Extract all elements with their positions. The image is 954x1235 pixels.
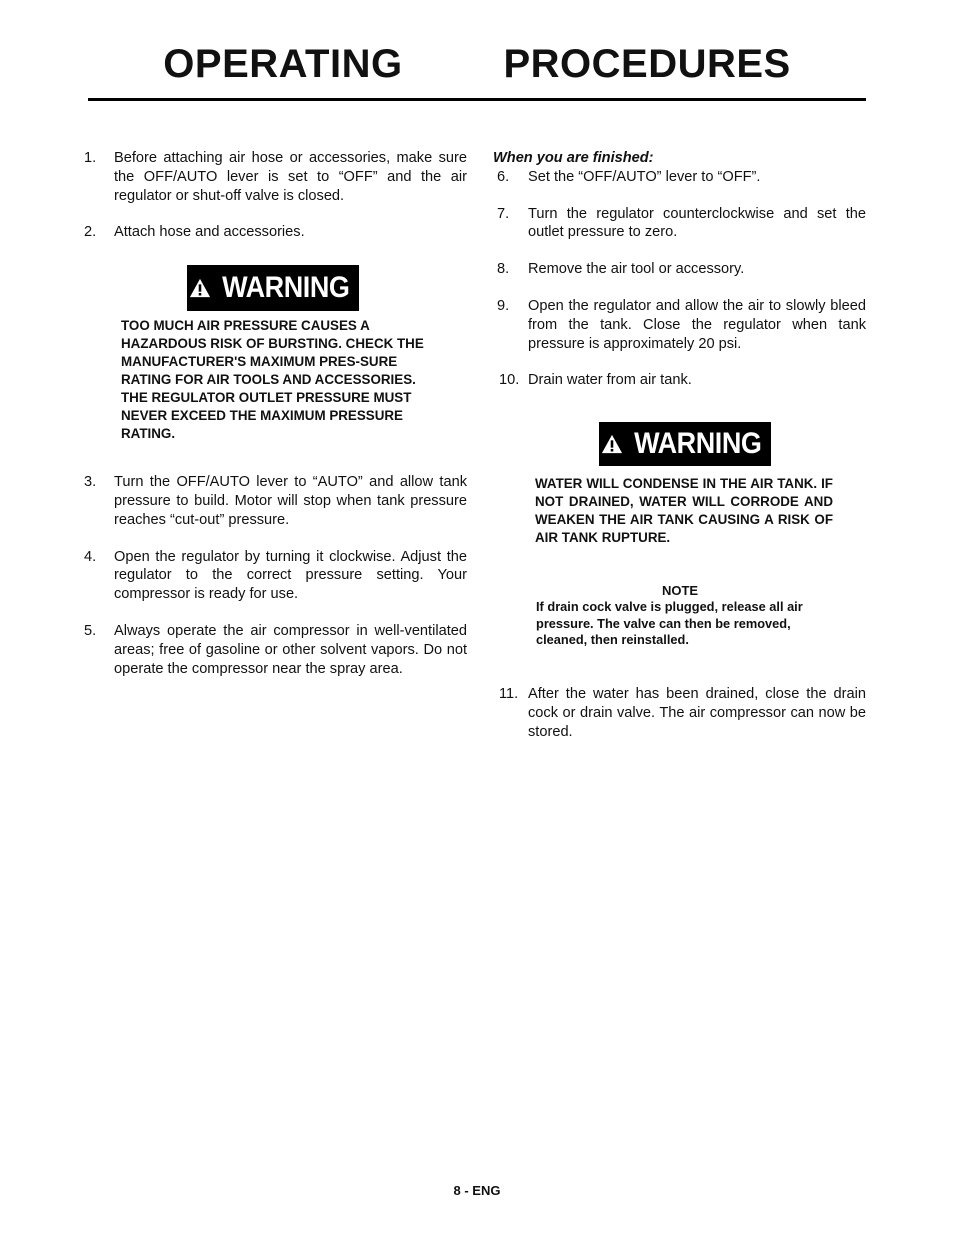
step-text: Before attaching air hose or accessories, make sure the OFF/AUTO lever is set to “OFF” and the air regulator or shut-off valve is closed. — [114, 150, 467, 204]
step-text: Always operate the air compressor in well-ventilated areas; free of gasoline or other solvent vapors. Do not operate the compressor near the spray area. — [114, 622, 467, 677]
warning-label: WARNING — [634, 427, 762, 461]
step-7 — [493, 205, 866, 243]
step-2 — [84, 223, 467, 242]
page-footer: 8 - ENG — [453, 1183, 501, 1198]
warning-banner — [599, 422, 771, 466]
step-number: 5. — [84, 622, 97, 639]
step-11 — [493, 685, 866, 741]
step-text: Attach hose and accessories. — [114, 224, 305, 241]
warning-text: WATER WILL CONDENSE IN THE AIR TANK. IF NOT DRAINED, WATER WILL CORRODE AND WEAKEN THE AIR TANK CAUSING A RISK OF AIR TANK RUPTURE. — [535, 476, 833, 546]
step-3 — [84, 473, 467, 529]
step-text: Turn the OFF/AUTO lever to “AUTO” and allow tank pressure to build. Motor will stop when tank pressure reaches “cut-out” pressure. — [114, 474, 467, 528]
title-rule — [88, 98, 866, 101]
right-column — [493, 149, 866, 741]
step-6 — [493, 168, 866, 187]
warning-triangle-icon — [601, 433, 623, 455]
page-title: OPERATING PROCEDURES — [163, 42, 791, 86]
warning-label: WARNING — [222, 271, 350, 305]
left-column — [84, 149, 467, 678]
step-number: 7. — [497, 205, 510, 222]
step-text: Remove the air tool or accessory. — [528, 261, 745, 278]
step-number: 3. — [84, 474, 97, 491]
note-title: NOTE — [661, 583, 699, 599]
section-subheading: When you are finished: — [493, 150, 654, 166]
step-number: 4. — [84, 548, 97, 565]
step-text: Open the regulator and allow the air to slowly bleed from the tank. Close the regulator when tank pressure is approximately 20 psi. — [528, 297, 866, 352]
step-9 — [493, 297, 866, 353]
step-4 — [84, 548, 467, 604]
step-number: 8. — [497, 261, 510, 278]
step-number: 9. — [497, 297, 510, 314]
step-text: Set the “OFF/AUTO” lever to “OFF”. — [528, 168, 761, 185]
warning-banner — [187, 265, 359, 311]
warning-text: TOO MUCH AIR PRESSURE CAUSES A HAZARDOUS RISK OF BURSTING. CHECK THE MANUFACTURER'S MAXIMUM PRES-SURE RATING FOR AIR TOOLS AND ACCESSORIES. THE REGULATOR OUTLET PRESSURE MUST NEVER EXCEED THE MAXIMUM PRESSURE RATING. — [121, 318, 424, 442]
step-text: Drain water from air tank. — [528, 372, 692, 389]
note-text: If drain cock valve is plugged, release all air pressure. The valve can then be removed, cleaned, then reinstalled. — [536, 599, 803, 648]
step-10 — [493, 371, 866, 390]
step-5 — [84, 622, 467, 678]
step-text: After the water has been drained, close the drain cock or drain valve. The air compressor can now be stored. — [528, 685, 866, 740]
step-8 — [493, 260, 866, 279]
step-text: Turn the regulator counterclockwise and set the outlet pressure to zero. — [528, 205, 866, 241]
step-number: 10. — [499, 372, 520, 389]
step-1 — [84, 149, 467, 205]
step-text: Open the regulator by turning it clockwise. Adjust the regulator to the correct pressure setting. Your compressor is ready for use. — [114, 548, 467, 603]
step-number: 1. — [84, 150, 97, 166]
step-number: 6. — [497, 168, 510, 185]
warning-triangle-icon — [189, 277, 211, 299]
step-number: 11. — [499, 685, 519, 702]
step-number: 2. — [84, 224, 97, 241]
